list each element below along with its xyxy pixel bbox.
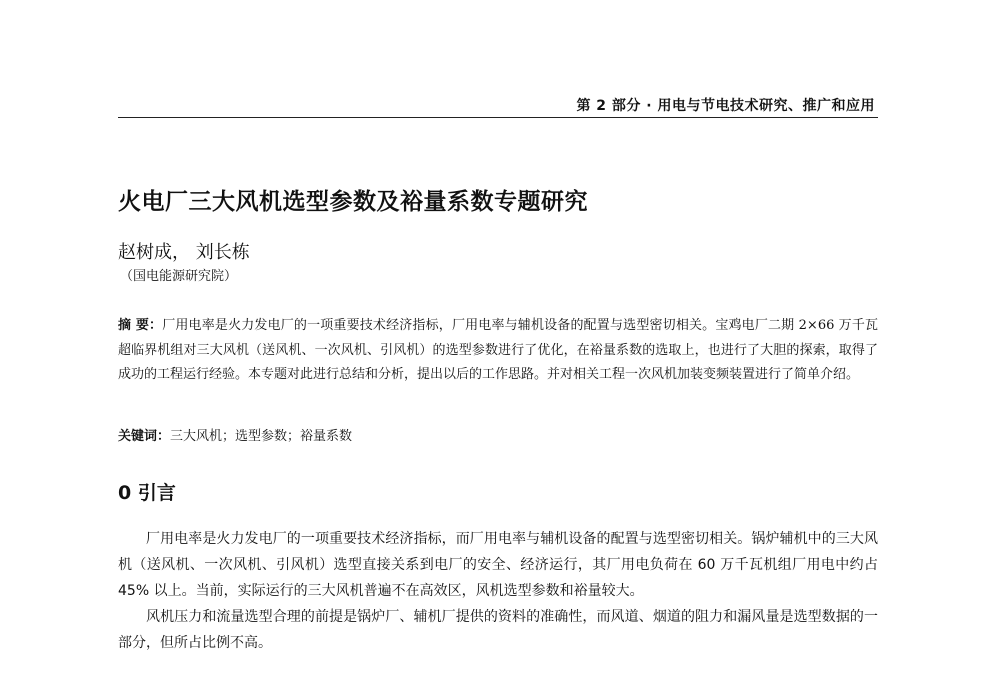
paper-title: 火电厂三大风机选型参数及裕量系数专题研究 bbox=[118, 189, 588, 215]
keywords bbox=[118, 425, 352, 444]
section-body bbox=[118, 526, 878, 656]
paragraph: 风机压力和流量选型合理的前提是锅炉厂、辅机厂提供的资料的准确性，而风道、烟道的阻力和漏风量是选型数据的一部分，但所占比例不高。 bbox=[118, 609, 878, 651]
header-rule bbox=[118, 117, 878, 118]
running-head: 第 2 部分 · 用电与节电技术研究、推广和应用 bbox=[576, 98, 875, 114]
keywords-text: 三大风机；选型参数；裕量系数 bbox=[170, 429, 353, 444]
authors: 赵树成， 刘长栋 bbox=[118, 242, 250, 263]
abstract-label: 摘 要： bbox=[118, 318, 163, 333]
abstract-text: 厂用电率是火力发电厂的一项重要技术经济指标，厂用电率与辅机设备的配置与选型密切相关。宝鸡电厂二期 2×66 万千瓦超临界机组对三大风机（送风机、一次风机、引风机）的选型参数进行了优化，在裕量系数的选取上，也进行了大胆的探索，取得了成功的工程运行经验。本专题对此进行总结和分析，提出以后的工作思路。并对相关工程一次风机加装变频装置进行了简单介绍。 bbox=[118, 318, 878, 382]
section-heading: 0 引言 bbox=[118, 482, 176, 504]
affiliation: （国电能源研究院） bbox=[120, 269, 238, 284]
abstract bbox=[118, 314, 878, 388]
paragraph: 厂用电率是火力发电厂的一项重要技术经济指标，而厂用电率与辅机设备的配置与选型密切相关。锅炉辅机中的三大风机（送风机、一次风机、引风机）选型直接关系到电厂的安全、经济运行，其厂用电负荷在 60 万千瓦机组厂用电中约占 45% 以上。当前，实际运行的三大风机普遍不在高效区，风机选型参数和裕量较大。 bbox=[118, 531, 878, 599]
keywords-label: 关键词： bbox=[118, 429, 171, 444]
